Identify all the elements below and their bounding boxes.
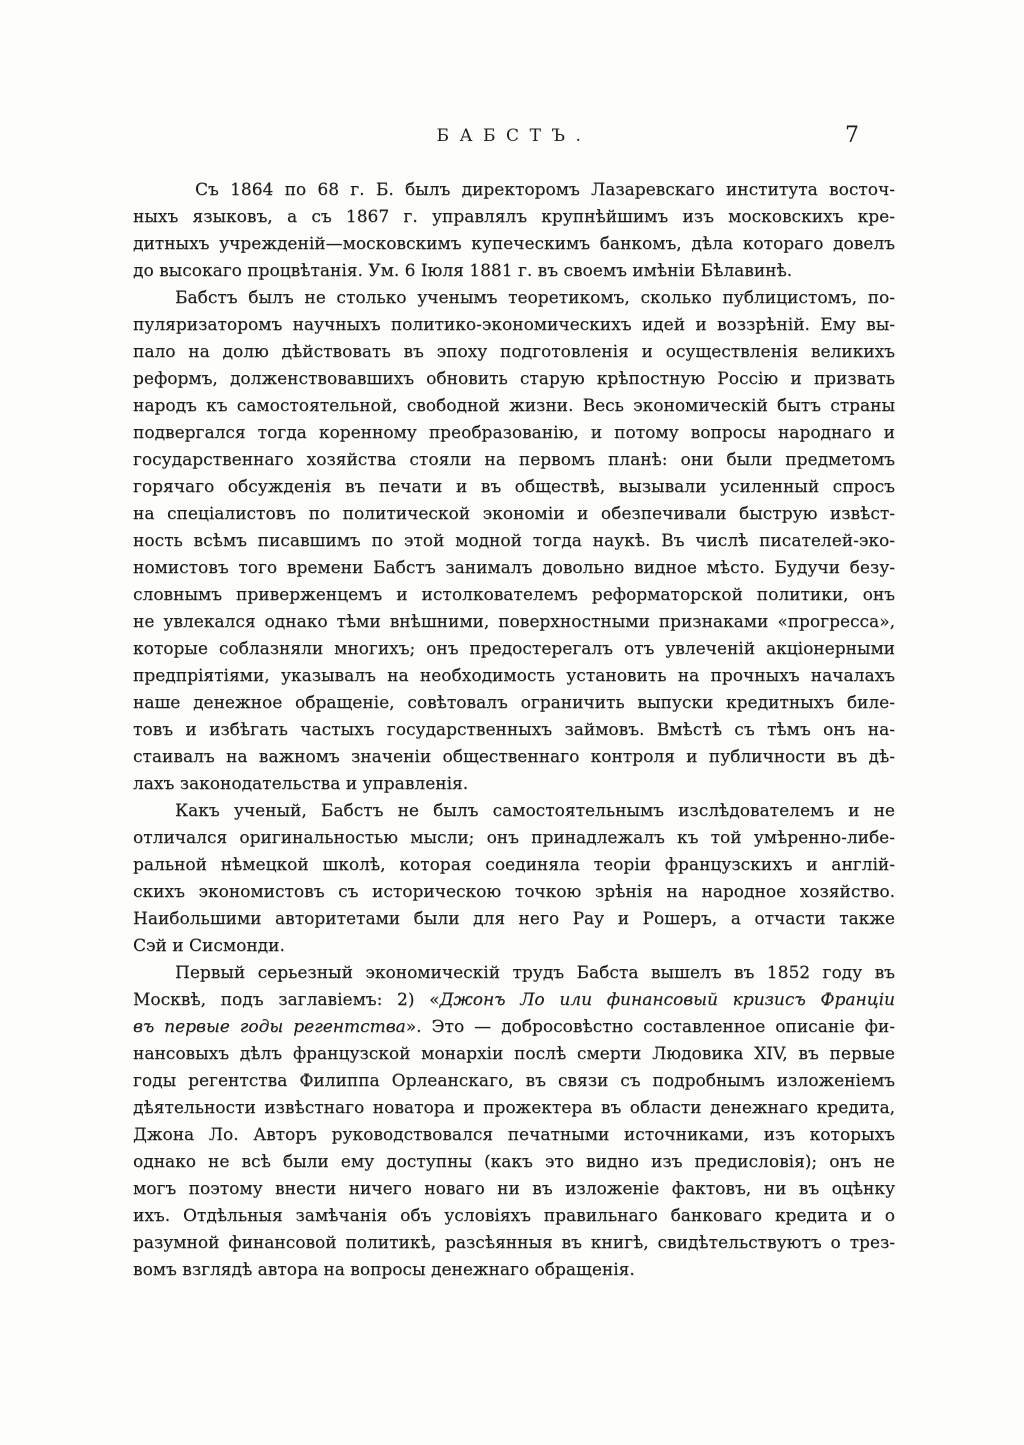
text-segment: дитныхъ учрежденій—московскимъ купеческимъ банкомъ, дѣла котораго довелъ [133, 234, 895, 254]
text-line [133, 825, 895, 852]
text-segment: вомъ взглядѣ автора на вопросы денежнаго обращенія. [133, 1260, 635, 1280]
text-segment: Наибольшими авторитетами были для него Рау и Рошеръ, а отчасти также [133, 909, 895, 929]
text-segment: до высокаго процвѣтанія. Ум. 6 Іюля 1881 г. въ своемъ имѣніи Бѣлавинѣ. [133, 261, 793, 281]
text-segment: народъ къ самостоятельной, свободной жизни. Весь экономическій бытъ страны [133, 396, 895, 416]
running-header-title: БАБСТЪ. [436, 126, 592, 146]
text-line [133, 987, 895, 1014]
text-line [133, 744, 895, 771]
text-segment: предпріятіями, указывалъ на необходимость установить на прочныхъ началахъ [133, 666, 895, 686]
text-line [133, 1068, 895, 1095]
text-line [133, 582, 895, 609]
text-segment: разумной финансовой политикѣ, разсѣянныя въ книгѣ, свидѣтельствуютъ о трез- [133, 1233, 895, 1253]
page-text [133, 177, 895, 1284]
text-segment: ральной нѣмецкой школѣ, которая соединяла теоріи французскихъ и англій- [133, 855, 895, 875]
text-segment: годы регентства Филиппа Орлеанскаго, въ связи съ подробнымъ изложеніемъ [133, 1071, 895, 1091]
text-line [133, 1122, 895, 1149]
text-segment: могъ поэтому внести ничего новаго ни въ изложеніе фактовъ, ни въ оцѣнку [133, 1179, 895, 1199]
text-line [133, 420, 895, 447]
paragraph [133, 798, 895, 960]
book-title-italic: Джонъ Ло или финансовый кризисъ Франціи [439, 990, 895, 1010]
text-line [133, 1041, 895, 1068]
text-line [133, 1203, 895, 1230]
text-segment: не увлекался однако тѣми внѣшними, поверхностными признаками «прогресса», [133, 612, 895, 632]
text-line [133, 312, 895, 339]
text-line [133, 906, 895, 933]
text-line [133, 960, 895, 987]
text-line [133, 1176, 895, 1203]
text-segment: Сэй и Сисмонди. [133, 936, 285, 956]
paragraph [133, 177, 895, 285]
text-line [133, 393, 895, 420]
text-segment: Джона Ло. Авторъ руководствовался печатными источниками, изъ которыхъ [133, 1125, 895, 1145]
text-segment: нансовыхъ дѣлъ французской монархіи послѣ смерти Людовика XIV, въ первые [133, 1044, 895, 1064]
text-line [133, 852, 895, 879]
text-segment: ность всѣмъ писавшимъ по этой модной тогда наукѣ. Въ числѣ писателей-эко- [133, 531, 895, 551]
text-line [133, 258, 895, 285]
text-line [133, 636, 895, 663]
text-line [133, 285, 895, 312]
text-segment: лахъ законодательства и управленія. [133, 774, 469, 794]
text-line [133, 879, 895, 906]
text-segment: подвергался тогда коренному преобразованію, и потому вопросы народнаго и [133, 423, 895, 443]
text-line [133, 798, 895, 825]
text-line [133, 717, 895, 744]
text-line [133, 771, 895, 798]
text-line [133, 1257, 895, 1284]
text-segment: на спеціалистовъ по политической экономіи и обезпечивали быструю извѣст- [133, 504, 895, 524]
text-line [133, 177, 895, 204]
text-segment: реформъ, долженствовавшихъ обновить старую крѣпостную Россію и призвать [133, 369, 895, 389]
text-segment: ихъ. Отдѣльныя замѣчанія объ условіяхъ правильнаго банковаго кредита и о [133, 1206, 895, 1226]
page-number: 7 [845, 123, 859, 148]
book-title-italic: въ первые годы регентства [133, 1017, 406, 1037]
text-line [133, 1230, 895, 1257]
text-line [133, 474, 895, 501]
text-segment: наше денежное обращеніе, совѣтовалъ ограничить выпуски кредитныхъ биле- [133, 693, 895, 713]
text-line [133, 555, 895, 582]
text-segment: Москвѣ, подъ заглавіемъ: 2) « [133, 990, 440, 1010]
text-line [133, 339, 895, 366]
text-line [133, 366, 895, 393]
paragraph [133, 285, 895, 798]
text-segment: ныхъ языковъ, а съ 1867 г. управлялъ крупнѣйшимъ изъ московскихъ кре- [133, 207, 895, 227]
text-segment: однако не всѣ были ему доступны (какъ это видно изъ предисловія); онъ не [133, 1152, 895, 1172]
text-segment: отличался оригинальностью мысли; онъ принадлежалъ къ той умѣренно-либе- [133, 828, 895, 848]
paragraph [133, 960, 895, 1284]
text-line [133, 204, 895, 231]
text-segment: словнымъ приверженцемъ и истолкователемъ реформаторской политики, онъ [133, 585, 895, 605]
text-segment: Бабстъ былъ не столько ученымъ теоретикомъ, сколько публицистомъ, по- [175, 288, 895, 308]
text-line [133, 528, 895, 555]
text-segment: скихъ экономистовъ съ историческою точкою зрѣнія на народное хозяйство. [133, 882, 895, 902]
text-line [133, 1095, 895, 1122]
text-line [133, 663, 895, 690]
text-segment: которые соблазняли многихъ; онъ предостерегалъ отъ увлеченій акціонерными [133, 639, 895, 659]
text-segment: государственнаго хозяйства стояли на первомъ планѣ: они были предметомъ [133, 450, 895, 470]
text-segment: пало на долю дѣйствовать въ эпоху подготовленія и осуществленія великихъ [133, 342, 895, 362]
text-line [133, 1014, 895, 1041]
running-header [133, 123, 895, 154]
text-segment: горячаго обсужденія въ печати и въ обществѣ, вызывали усиленный спросъ [133, 477, 895, 497]
text-segment: Какъ ученый, Бабстъ не былъ самостоятельнымъ изслѣдователемъ и не [175, 801, 895, 821]
text-segment: пуляризаторомъ научныхъ политико-экономическихъ идей и воззрѣній. Ему вы- [133, 315, 895, 335]
text-segment: номистовъ того времени Бабстъ занималъ довольно видное мѣсто. Будучи безу- [133, 558, 895, 578]
text-segment: Первый серьезный экономическій трудъ Бабста вышелъ въ 1852 году въ [175, 963, 895, 983]
text-line [133, 933, 895, 960]
text-line [133, 690, 895, 717]
text-line [133, 231, 895, 258]
text-segment: Съ 1864 по 68 г. Б. былъ директоромъ Лазаревскаго института восточ- [195, 180, 895, 200]
text-line [133, 1149, 895, 1176]
text-segment: ». Это — добросовѣстно составленное описаніе фи- [405, 1017, 895, 1037]
text-line [133, 501, 895, 528]
text-segment: дѣятельности извѣстнаго новатора и прожектера въ области денежнаго кредита, [133, 1098, 895, 1118]
text-segment: стаивалъ на важномъ значеніи общественнаго контроля и публичности въ дѣ- [133, 747, 895, 767]
text-segment: товъ и избѣгать частыхъ государственныхъ займовъ. Вмѣстѣ съ тѣмъ онъ на- [133, 720, 895, 740]
text-line [133, 447, 895, 474]
text-line [133, 609, 895, 636]
